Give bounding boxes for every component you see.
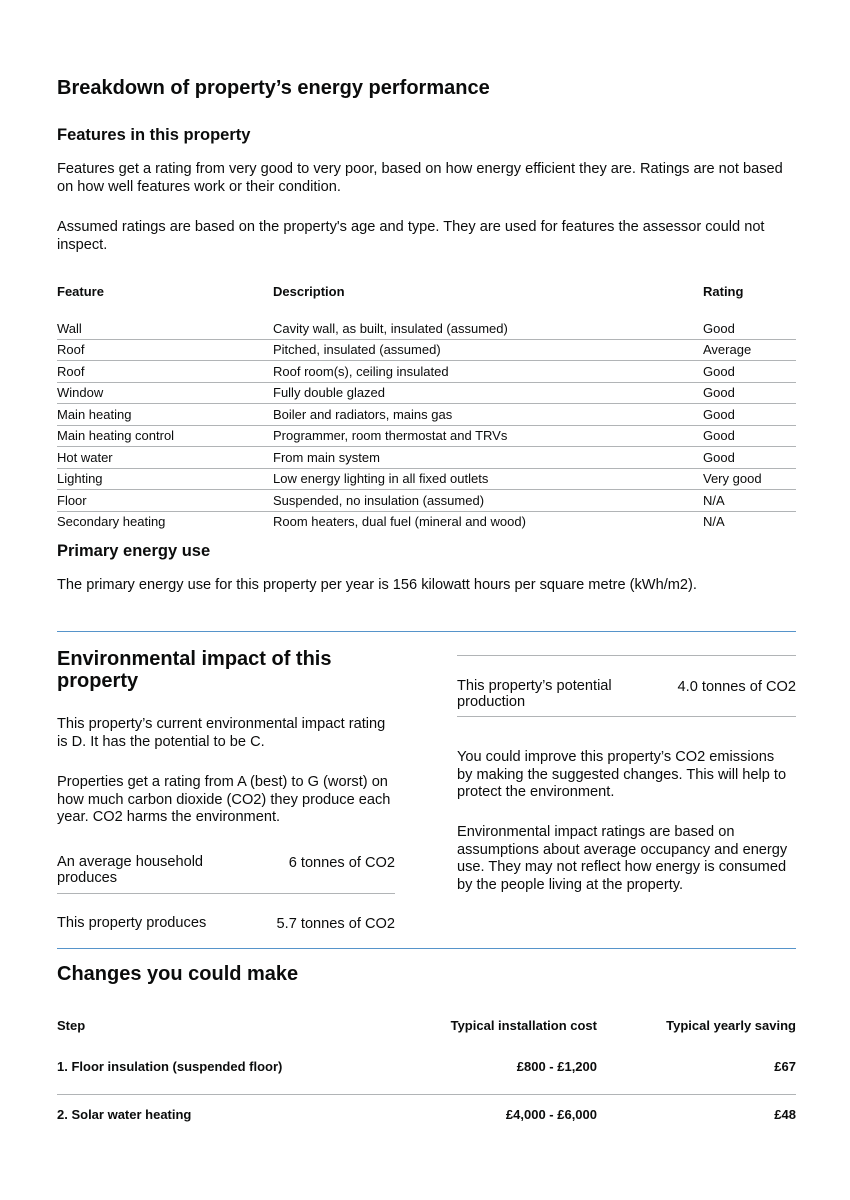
description-cell: Room heaters, dual fuel (mineral and wood) (273, 514, 526, 530)
rating-cell: Good (703, 385, 735, 401)
rating-cell: N/A (703, 492, 725, 508)
step-cell: 2. Solar water heating (57, 1106, 192, 1122)
description-cell: Boiler and radiators, mains gas (273, 406, 453, 422)
features-table (57, 284, 796, 532)
table-row (57, 382, 796, 404)
features-table-header (57, 284, 796, 304)
saving-cell: £48 (774, 1106, 796, 1122)
feature-cell: Main heating (57, 406, 132, 422)
column-header-saving: Typical yearly saving (666, 1018, 796, 1033)
rating-scale-text: Properties get a rating from A (best) to G (worst) on how much carbon dioxide (CO2) they produce each year. CO2 harms the environment. (57, 774, 391, 825)
table-row (57, 425, 796, 447)
cost-cell: £800 - £1,200 (417, 1038, 597, 1095)
step-cell: 1. Floor insulation (suspended floor) (57, 1038, 417, 1095)
saving-cell: £67 (597, 1038, 796, 1095)
table-row (57, 404, 796, 426)
average-household-value: 6 tonnes of CO2 (288, 855, 395, 871)
feature-cell: Roof (57, 342, 85, 358)
description-cell: Fully double glazed (273, 385, 386, 401)
table-row (57, 1095, 796, 1134)
property-produces-label: This property produces (57, 915, 207, 931)
rating-cell: Good (703, 428, 735, 444)
potential-production-label: This property’s potential production (457, 678, 612, 710)
column-header-feature: Feature (57, 284, 104, 299)
feature-cell: Hot water (57, 449, 113, 465)
column-header-cost: Typical installation cost (450, 1018, 597, 1033)
rating-cell: Good (703, 320, 735, 336)
table-row (57, 1038, 796, 1095)
section-title-changes: Changes you could make (57, 963, 299, 985)
divider (457, 655, 796, 656)
rating-cell: Good (703, 449, 735, 465)
cost-cell: £4,000 - £6,000 (505, 1106, 597, 1122)
description-cell: From main system (273, 449, 380, 465)
average-household-label: An average household produces (57, 854, 204, 886)
feature-cell: Roof (57, 363, 85, 379)
feature-cell: Wall (57, 320, 82, 336)
description-cell: Suspended, no insulation (assumed) (273, 492, 485, 508)
ratings-assumptions-text: Environmental impact ratings are based on assumptions about average occupancy and energy use. They may not reflect how energy is consumed by the people living at the property. (457, 824, 788, 893)
column-header-rating: Rating (703, 284, 744, 299)
assumed-ratings-paragraph: Assumed ratings are based on the property's age and type. They are used for features the assessor could not inspect. (57, 219, 765, 253)
table-row (57, 447, 796, 469)
feature-cell: Window (57, 385, 104, 401)
improve-emissions-text: You could improve this property’s CO2 emissions by making the suggested changes. This will help to protect the environment. (457, 749, 787, 800)
current-rating-text: This property’s current environmental impact rating is D. It has the potential to be C. (57, 716, 386, 750)
potential-production-value: 4.0 tonnes of CO2 (677, 679, 796, 695)
column-header-description: Description (273, 284, 345, 299)
rating-cell: N/A (703, 514, 725, 530)
rating-cell: Good (703, 363, 735, 379)
feature-cell: Secondary heating (57, 514, 166, 530)
feature-cell: Main heating control (57, 428, 175, 444)
divider (57, 893, 395, 894)
primary-energy-text: The primary energy use for this property per year is 156 kilowatt hours per square metre (kWh/m2). (57, 577, 697, 593)
rating-cell: Average (703, 342, 752, 358)
rating-cell: Good (703, 406, 735, 422)
description-cell: Pitched, insulated (assumed) (273, 342, 441, 358)
description-cell: Programmer, room thermostat and TRVs (273, 428, 508, 444)
description-cell: Roof room(s), ceiling insulated (273, 363, 449, 379)
property-produces-value: 5.7 tonnes of CO2 (276, 916, 395, 932)
primary-energy-heading: Primary energy use (57, 542, 211, 560)
section-title-environment: Environmental impact of this property (57, 648, 332, 692)
divider (457, 716, 796, 717)
table-row (57, 490, 796, 512)
changes-table (57, 1018, 796, 1133)
feature-cell: Lighting (57, 471, 103, 487)
column-header-step: Step (57, 1018, 86, 1033)
table-row (57, 339, 796, 361)
table-row (57, 468, 796, 490)
table-row (57, 361, 796, 383)
table-row (57, 511, 796, 532)
table-row (57, 318, 796, 339)
features-heading: Features in this property (57, 126, 251, 144)
section-divider (57, 631, 796, 632)
features-intro-paragraph: Features get a rating from very good to very poor, based on how energy efficient they are. Ratings are not based on how well features work or their condition. (57, 161, 783, 195)
changes-table-header (57, 1018, 796, 1038)
rating-cell: Very good (703, 471, 762, 487)
section-title-breakdown: Breakdown of property’s energy performance (57, 77, 490, 99)
description-cell: Cavity wall, as built, insulated (assumed) (273, 320, 508, 336)
description-cell: Low energy lighting in all fixed outlets (273, 471, 489, 487)
feature-cell: Floor (57, 492, 87, 508)
section-divider (57, 948, 796, 949)
